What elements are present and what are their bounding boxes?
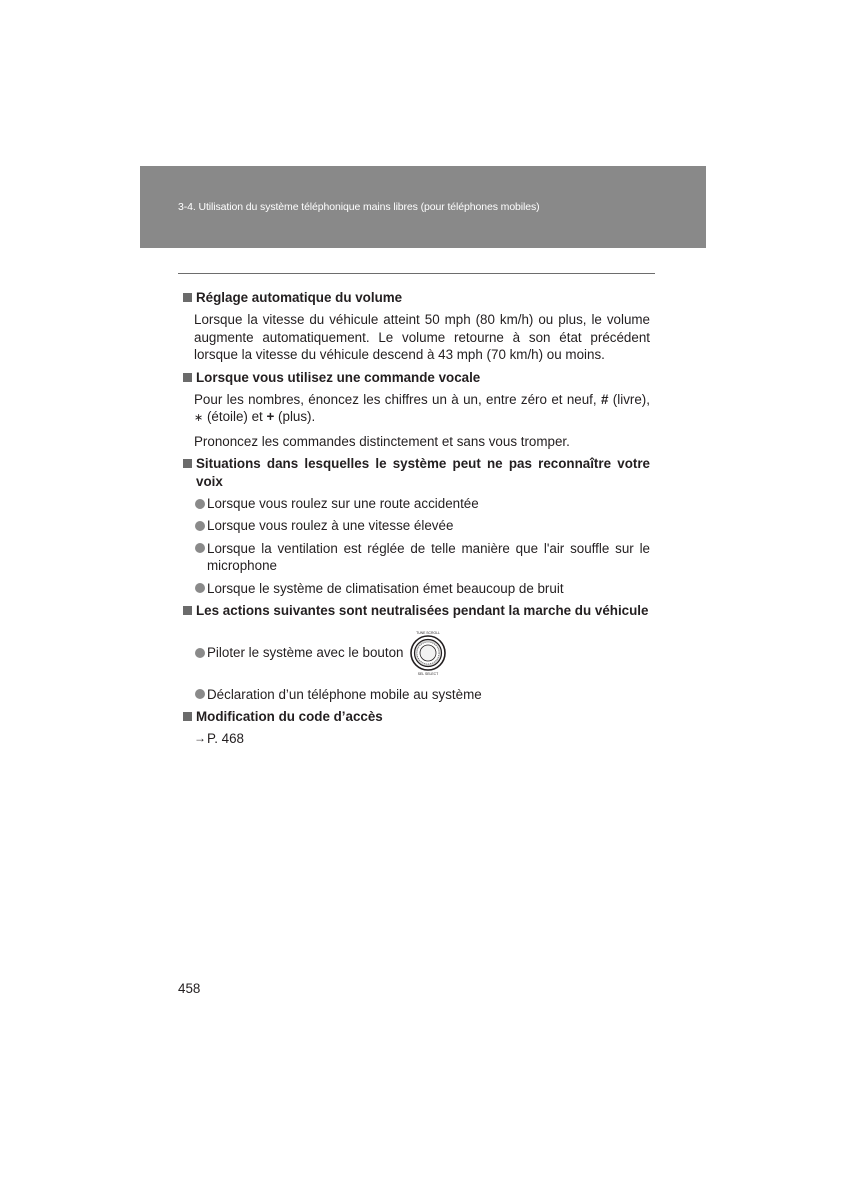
round-bullet-icon <box>195 521 205 531</box>
round-bullet-icon <box>195 648 205 658</box>
heading-text: Modification du code d’accès <box>196 708 383 724</box>
list-item <box>194 540 650 575</box>
list-item-text: Piloter le système avec le bouton <box>207 644 404 660</box>
page-reference[interactable] <box>194 730 650 747</box>
square-bullet-icon <box>183 373 192 382</box>
list-item <box>194 629 650 677</box>
heading-recognition <box>181 455 650 490</box>
round-bullet-icon <box>195 689 205 699</box>
star-symbol: ∗ <box>194 412 204 425</box>
paragraph-volume: Lorsque la vitesse du véhicule atteint 50 mph (80 km/h) ou plus, le volume augmente automatiquement. Le volume retourne à son état précédent lorsque la vitesse du véhicule descend à 43 mph (70 km/h) ou moins. <box>194 312 650 363</box>
list-item <box>194 580 650 597</box>
text-run: (étoile) et <box>203 409 267 425</box>
plus-symbol: + <box>266 409 275 425</box>
section-title: 3-4. Utilisation du système téléphonique mains libres (pour téléphones mobiles) <box>178 201 540 213</box>
knob-bottom-label: SEL SELECT <box>417 671 438 676</box>
list-item-text: Lorsque vous roulez sur une route accidentée <box>207 496 479 512</box>
heading-text: Réglage automatique du volume <box>196 290 403 305</box>
paragraph-numbers <box>194 391 650 428</box>
text-run: (plus). <box>274 409 316 425</box>
square-bullet-icon <box>183 606 192 615</box>
hash-symbol: # <box>600 392 609 408</box>
square-bullet-icon <box>183 459 192 468</box>
list-item <box>194 517 650 534</box>
page-number: 458 <box>178 981 201 996</box>
list-item <box>194 686 650 703</box>
heading-driving <box>181 602 650 619</box>
knob-top-label: TUNE SCROLL <box>415 630 440 635</box>
round-bullet-icon <box>195 543 205 553</box>
heading-text: Situations dans lesquelles le système peut ne pas reconnaître votre voix <box>196 456 650 489</box>
heading-text: Les actions suivantes sont neutralisées pendant la marche du véhicule <box>196 603 649 619</box>
list-item-text: Lorsque le système de climatisation émet beaucoup de bruit <box>207 580 564 596</box>
divider <box>178 273 655 274</box>
list-item-text: Lorsque la ventilation est réglée de telle manière que l'air souffle sur le microphone <box>207 540 650 574</box>
list-item-text: Lorsque vous roulez à une vitesse élevée <box>207 518 454 534</box>
heading-text: Lorsque vous utilisez une commande vocale <box>196 369 481 385</box>
list-item <box>194 495 650 512</box>
tune-knob-icon <box>408 629 448 677</box>
square-bullet-icon <box>183 712 192 721</box>
page-reference-text[interactable]: P. 468 <box>207 731 244 747</box>
heading-volume <box>181 289 650 306</box>
text-run: (livre), <box>608 392 650 408</box>
square-bullet-icon <box>183 293 192 302</box>
round-bullet-icon <box>195 499 205 509</box>
heading-passcode <box>181 708 650 725</box>
page-content <box>181 289 650 748</box>
round-bullet-icon <box>195 583 205 593</box>
paragraph-pronounce: Prononcez les commandes distinctement et sans vous tromper. <box>194 433 570 449</box>
text-run: Pour les nombres, énoncez les chiffres un à un, entre zéro et neuf, <box>194 392 601 408</box>
heading-voice-command <box>181 369 650 386</box>
list-item-text: Déclaration d’un téléphone mobile au système <box>207 686 482 702</box>
arrow-right-icon: → <box>194 731 206 746</box>
